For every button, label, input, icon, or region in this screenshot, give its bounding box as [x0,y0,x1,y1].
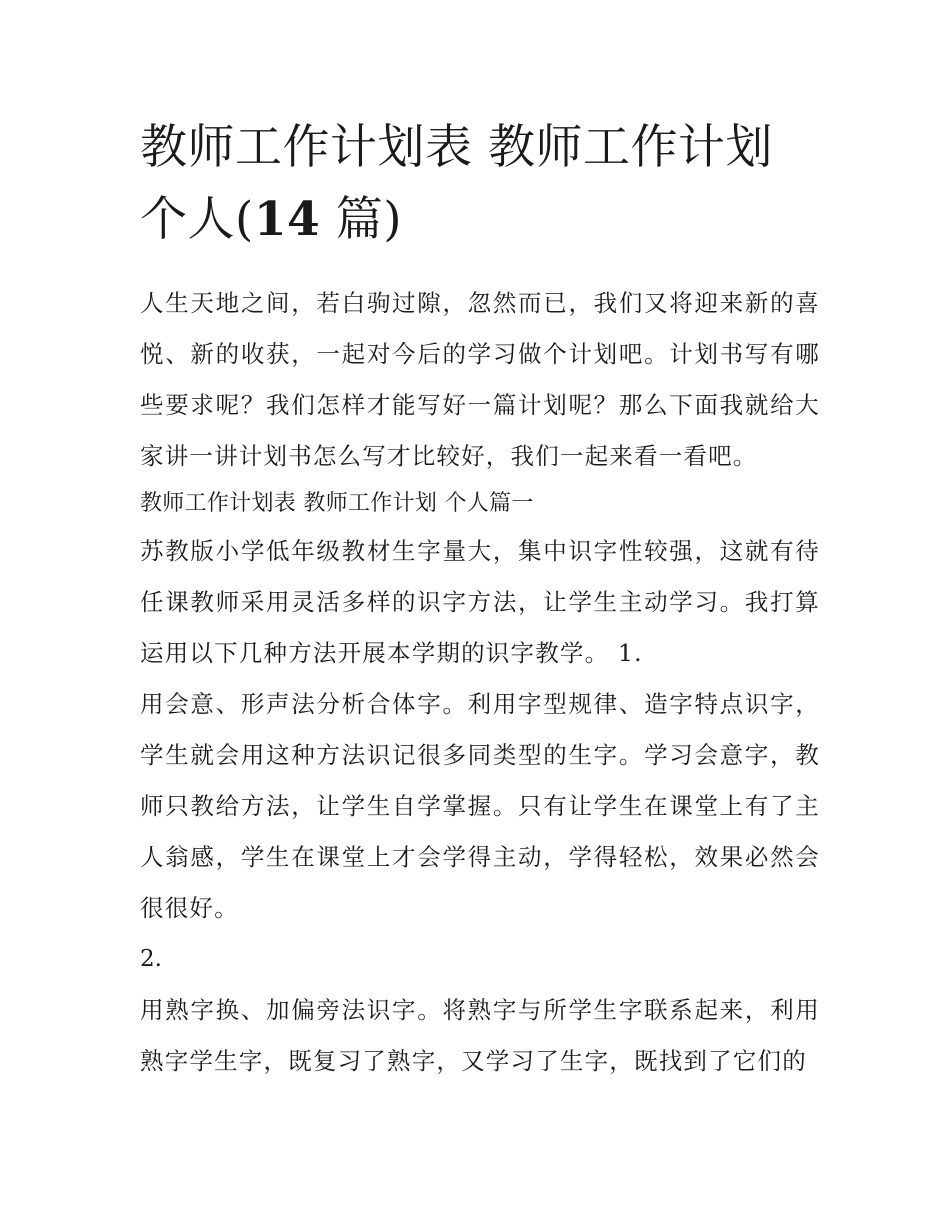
title-line-2-prefix: 个人( [140,192,254,247]
body-paragraph-2: 用会意、形声法分析合体字。利用字型规律、造字特点识字，学生就会用这种方法识记很多同类型的生字。学习会意字，教师只教给方法，让学生自学掌握。只有让学生在课堂上有了主人翁感，学生在课堂上才会学得主动，学得轻松，效果必然会很很好。 [140,690,820,922]
title-line-1: 教师工作计划表 教师工作计划 [140,120,773,175]
list-number-2: 2. [140,946,162,972]
document-page [140,112,820,1087]
title-count: 14 [253,192,321,247]
body-paragraph-1: 苏教版小学低年级教材生字量大，集中识字性较强，这就有待任课教师采用灵活多样的识字方法，让学生主动学习。我打算运用以下几种方法开展本学期的识字教学。 1. [140,537,820,667]
intro-paragraph: 人生天地之间，若白驹过隙，忽然而已，我们又将迎来新的喜悦、新的收获，一起对今后的学习做个计划吧。计划书写有哪些要求呢？我们怎样才能写好一篇计划呢？那么下面我就给大家讲一讲计划书怎么写才比较好，我们一起来看一看吧。 [140,289,820,470]
body-paragraph-3: 用熟字换、加偏旁法识字。将熟字与所学生字联系起来，利用熟字学生字，既复习了熟字，又学习了生字，既找到了它们的 [140,996,820,1075]
document-title [140,112,820,256]
section-heading: 教师工作计划表 教师工作计划 个人篇一 [140,491,534,516]
title-line-2-suffix: 篇) [320,192,403,247]
